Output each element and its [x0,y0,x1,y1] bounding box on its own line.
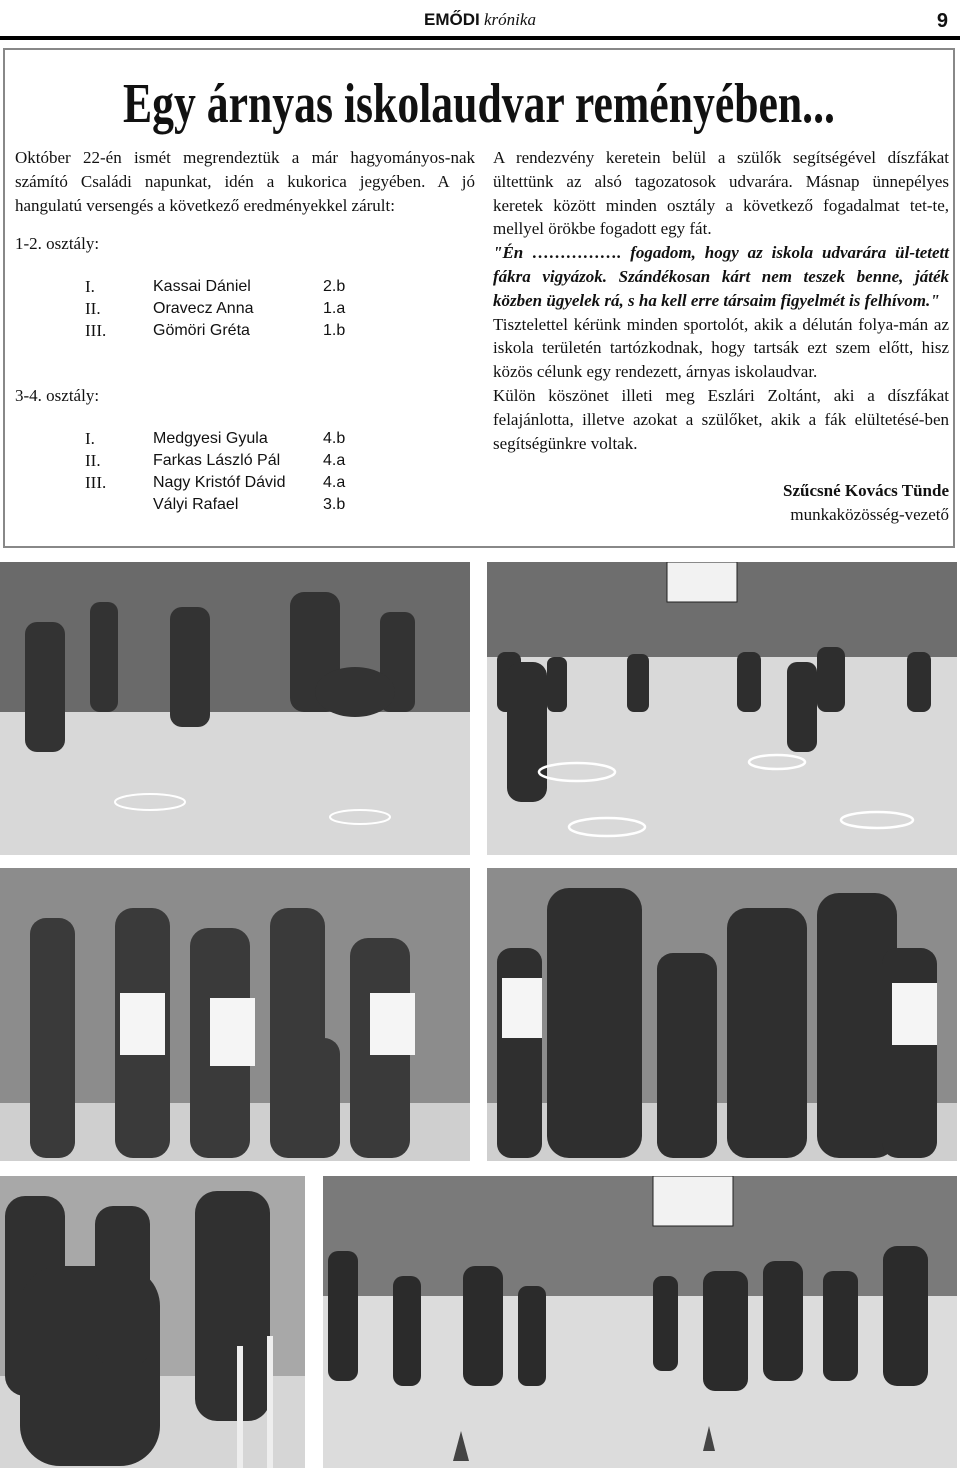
result-name: Kassai Dániel [153,278,251,295]
result-name: Medgyesi Gyula [153,430,268,447]
publication-brand: EMŐDI [424,10,480,29]
result-name: Vályi Rafael [153,496,239,513]
photo-gym-game-1 [0,562,470,855]
result-row [85,320,475,342]
signature [493,479,949,527]
result-row [85,428,475,450]
result-class: 4.b [323,430,346,447]
result-rank: III. [85,473,107,492]
result-rank: II. [85,451,101,470]
article-title: Egy árnyas iskolaudvar reményében... [123,73,835,135]
photo-gym-game-3 [323,1176,957,1468]
publication-title [0,10,960,30]
article-paragraph: Külön köszönet illeti meg Eszlári Zoltánt, aki a díszfákat felajánlotta, illetve azokat a szülőket, akik a fák elültetésé-ben segítségünkre voltak. [493,385,949,453]
group2-label: 3-4. osztály: [15,386,100,405]
result-row [85,472,475,494]
result-name: Gömöri Gréta [153,322,250,339]
article-paragraph: A rendezvény keretein belül a szülők segítségével díszfákat ültettünk az alsó tagozatosok udvarára. Másnap ünnepélyes keretek között minden osztály a következő fogadalmat tet-te, mellyel örökbe fogadott egy fát. [493,148,949,239]
article-box [3,48,955,548]
photo-gym-game-2 [487,562,957,855]
group1-label: 1-2. osztály: [15,234,100,253]
result-row [85,298,475,320]
photo-winners-2 [487,868,957,1161]
result-row [85,494,475,516]
article-right-column [493,146,949,527]
page-header [0,0,960,40]
result-name: Oravecz Anna [153,300,254,317]
article-left-column [15,146,475,516]
result-row [85,276,475,298]
article-intro: Október 22-én ismét megrendeztük a már hagyományos-nak számító Családi napunkat, idén a kukorica jegyében. A jó hangulatú versengés a következő eredményekkel zárult: [15,148,475,215]
article-paragraph: Tisztelettel kérünk minden sportolót, akik a délután folya-mán az iskola területén tartózkodnak, hogy tartsák ezt szem előtt, hisz közös célunk egy rendezett, árnyas iskolaudvar. [493,314,949,382]
photo-winners-1 [0,868,470,1161]
group2-results [85,428,475,516]
header-rule [0,36,960,40]
result-rank [85,494,153,516]
result-rank: I. [85,277,95,296]
result-rank: II. [85,299,101,318]
result-rank: III. [85,321,107,340]
page-number: 9 [936,10,948,32]
result-class: 4.a [323,452,346,469]
group1-results [85,276,475,342]
result-name: Nagy Kristóf Dávid [153,474,286,491]
result-class: 1.a [323,300,346,317]
pledge-text: "Én ……………. fogadom, hogy az iskola udvarára ül-tetett fákra vigyázok. Szándékosan kárt nem teszek benne, játék közben ügyelek rá, s ha kell erre társaim figyelmét is felhívom." [493,243,949,310]
result-name: Farkas László Pál [153,452,281,469]
result-class: 1.b [323,322,346,339]
author-role: munkaközösség-vezető [790,505,949,525]
photo-tree-planting [0,1176,305,1468]
result-class: 2.b [323,278,346,295]
publication-subtitle: krónika [484,10,536,29]
author-name: Szűcsné Kovács Tünde [783,481,949,501]
result-row [85,450,475,472]
result-rank: I. [85,429,95,448]
result-class: 4.a [323,474,346,491]
result-class: 3.b [323,496,346,513]
